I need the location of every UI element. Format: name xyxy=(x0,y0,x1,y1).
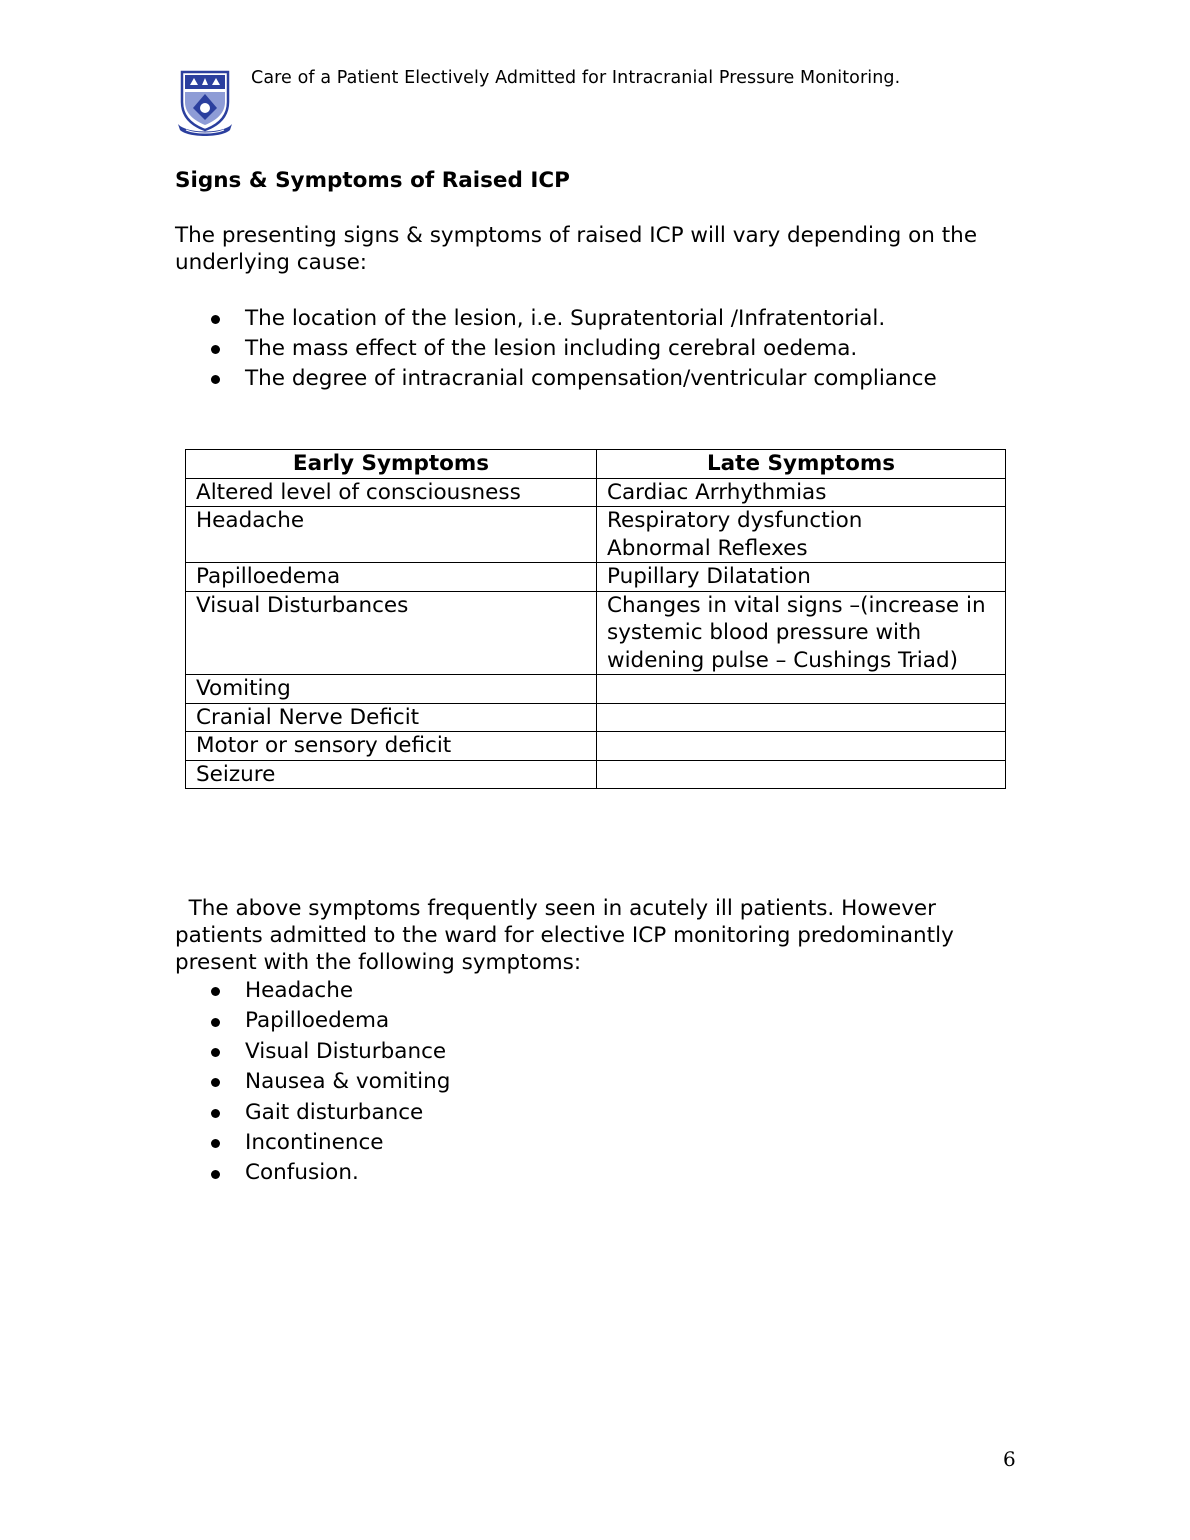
page-number: 6 xyxy=(1003,1447,1016,1471)
table-row xyxy=(186,760,1006,789)
column-header-late: Late Symptoms xyxy=(597,450,1006,479)
early-symptom-cell: Vomiting xyxy=(186,675,597,704)
list-item: Headache xyxy=(175,976,450,1006)
list-item: The mass effect of the lesion including cerebral oedema. xyxy=(175,334,937,364)
table-header-row xyxy=(186,450,1006,479)
table-row xyxy=(186,675,1006,704)
bullet-icon xyxy=(211,345,220,354)
elective-symptoms-list xyxy=(175,976,450,1189)
table-row xyxy=(186,732,1006,761)
bullet-icon xyxy=(211,987,220,996)
document-header-title: Care of a Patient Electively Admitted for Intracranial Pressure Monitoring. xyxy=(251,68,901,88)
late-symptom-cell: Cardiac Arrhythmias xyxy=(597,478,1006,507)
early-symptom-cell: Altered level of consciousness xyxy=(186,478,597,507)
bullet-icon xyxy=(211,375,220,384)
table-row xyxy=(186,591,1006,675)
list-item: Confusion. xyxy=(175,1158,450,1188)
late-symptom-cell xyxy=(597,760,1006,789)
bullet-icon xyxy=(211,1048,220,1057)
list-item: Gait disturbance xyxy=(175,1098,450,1128)
table-row xyxy=(186,703,1006,732)
symptoms-table xyxy=(185,449,1006,789)
early-symptom-cell: Cranial Nerve Deficit xyxy=(186,703,597,732)
bullet-icon xyxy=(211,1078,220,1087)
list-item: The location of the lesion, i.e. Supratentorial /Infratentorial. xyxy=(175,304,937,334)
section-heading: Signs & Symptoms of Raised ICP xyxy=(175,168,570,193)
list-item: The degree of intracranial compensation/ventricular compliance xyxy=(175,364,937,394)
causes-list xyxy=(175,304,937,394)
list-item: Visual Disturbance xyxy=(175,1037,450,1067)
table-row xyxy=(186,563,1006,592)
late-symptom-cell xyxy=(597,732,1006,761)
bullet-icon xyxy=(211,1139,220,1148)
early-symptom-cell: Headache xyxy=(186,507,597,563)
list-item: Incontinence xyxy=(175,1128,450,1158)
column-header-early: Early Symptoms xyxy=(186,450,597,479)
bullet-icon xyxy=(211,1018,220,1027)
list-item: Papilloedema xyxy=(175,1006,450,1036)
table-row xyxy=(186,507,1006,563)
list-item: Nausea & vomiting xyxy=(175,1067,450,1097)
late-symptom-cell: Pupillary Dilatation xyxy=(597,563,1006,592)
bullet-icon xyxy=(211,1109,220,1118)
early-symptom-cell: Visual Disturbances xyxy=(186,591,597,675)
closing-paragraph: The above symptoms frequently seen in acutely ill patients. However patients admitted to the ward for elective ICP monitoring predominantly present with the following symptoms: xyxy=(175,896,954,975)
bullet-icon xyxy=(211,315,220,324)
early-symptom-cell: Seizure xyxy=(186,760,597,789)
early-symptom-cell: Motor or sensory deficit xyxy=(186,732,597,761)
early-symptom-cell: Papilloedema xyxy=(186,563,597,592)
late-symptom-cell: Changes in vital signs –(increase in systemic blood pressure with widening pulse – Cushings Triad) xyxy=(597,591,1006,675)
intro-paragraph: The presenting signs & symptoms of raised ICP will vary depending on the underlying cause: xyxy=(175,223,978,275)
late-symptom-cell xyxy=(597,675,1006,704)
hospital-crest-icon xyxy=(176,68,234,136)
table-row xyxy=(186,478,1006,507)
bullet-icon xyxy=(211,1170,220,1179)
late-symptom-cell xyxy=(597,703,1006,732)
late-symptom-cell: Respiratory dysfunction Abnormal Reflexes xyxy=(597,507,1006,563)
